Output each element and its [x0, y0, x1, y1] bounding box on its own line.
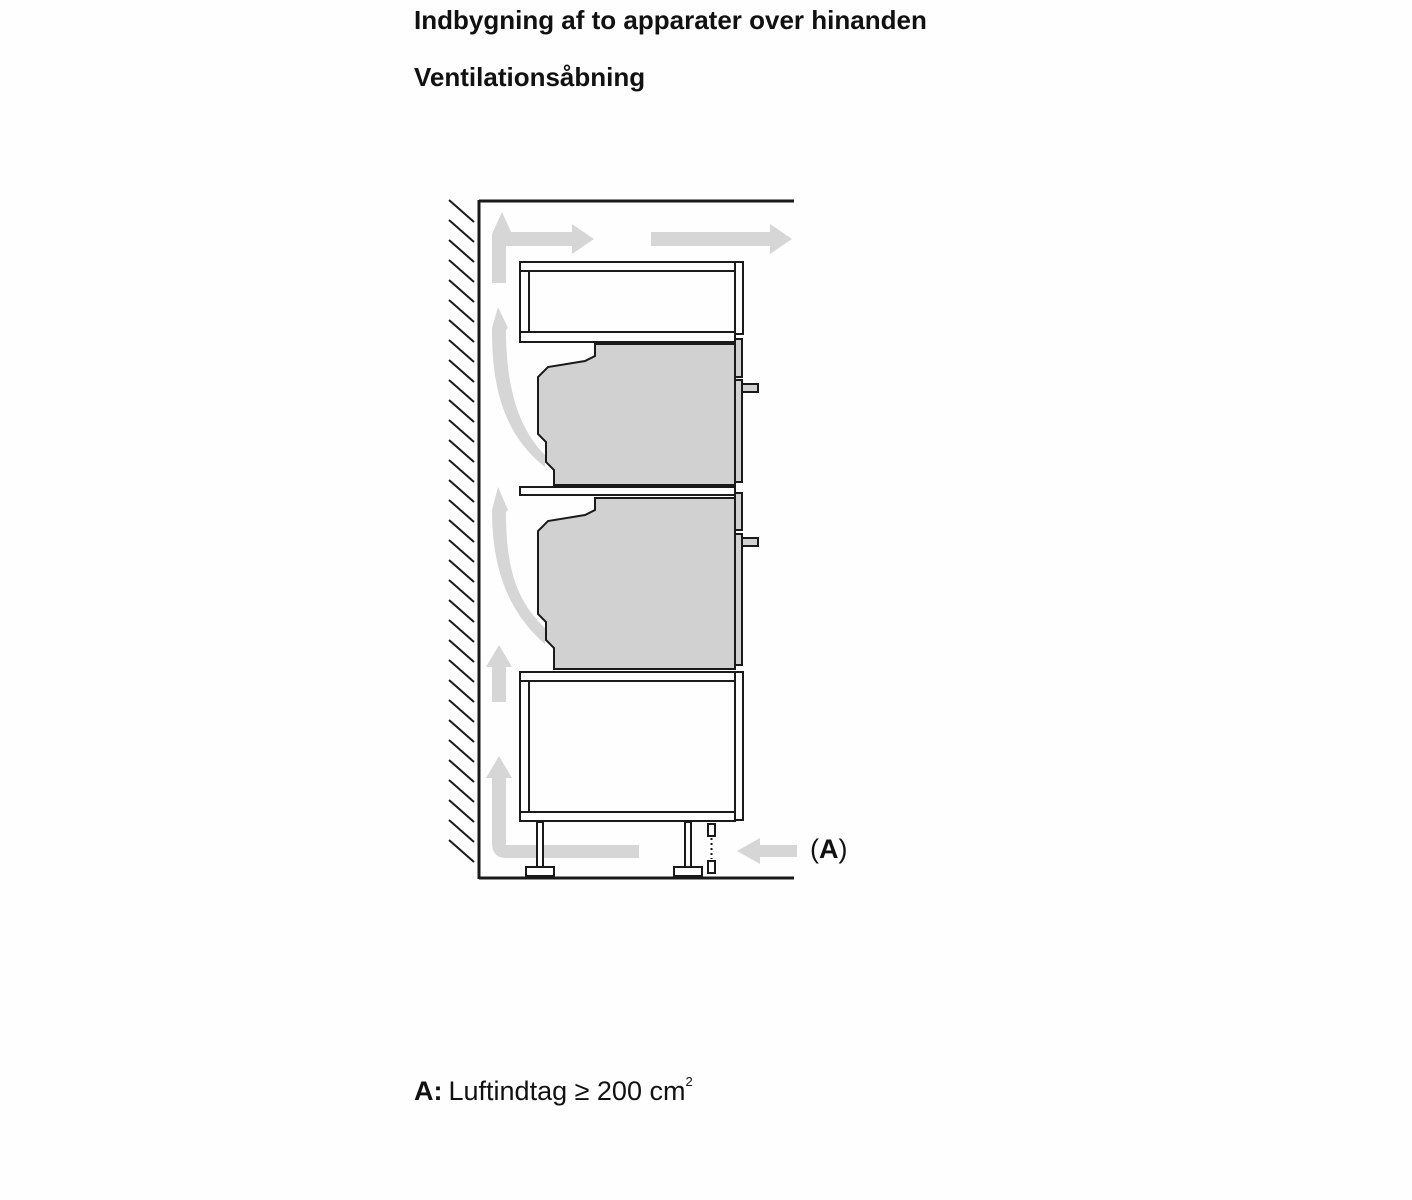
plinth-ventilation-opening	[708, 824, 715, 873]
hatch-line	[449, 400, 474, 422]
hatch-line	[449, 820, 474, 842]
hatch-line	[449, 420, 474, 442]
hatch-line	[449, 640, 474, 662]
hatch-line	[449, 540, 474, 562]
legend	[414, 1074, 693, 1107]
hatch-line	[449, 440, 474, 462]
hatch-line	[449, 220, 474, 242]
hatch-line	[449, 500, 474, 522]
hatch-line	[449, 320, 474, 342]
adjustable-foot-icon	[674, 822, 702, 876]
hatch-line	[449, 560, 474, 582]
hatch-line	[449, 480, 474, 502]
hatch-line	[449, 580, 474, 602]
airflow-arrow-icon	[651, 224, 792, 254]
hatch-line	[449, 840, 474, 862]
hatch-line	[449, 760, 474, 782]
airflow-arrow-icon	[492, 212, 594, 283]
lower-cabinet	[520, 672, 743, 821]
wall-hatch-icon	[449, 200, 474, 862]
upper-oven-icon	[538, 339, 758, 485]
legend-text: Luftindtag ≥ 200 cm	[448, 1076, 686, 1106]
airflow-arrow-icon	[486, 756, 639, 858]
hatch-line	[449, 660, 474, 682]
airflow-arrow-icon	[486, 645, 512, 702]
lower-oven-icon	[538, 493, 758, 669]
hatch-line	[449, 300, 474, 322]
hatch-line	[449, 380, 474, 402]
hatch-line	[449, 260, 474, 282]
hatch-line	[449, 600, 474, 622]
hatch-line	[449, 280, 474, 302]
hatch-line	[449, 720, 474, 742]
hatch-line	[449, 620, 474, 642]
page-subtitle: Ventilationsåbning	[414, 62, 646, 92]
legend-superscript: 2	[685, 1074, 693, 1089]
callout-label	[810, 834, 848, 864]
hatch-line	[449, 240, 474, 262]
upper-cabinet	[520, 262, 743, 342]
callout-letter: A	[819, 834, 839, 864]
hatch-line	[449, 360, 474, 382]
hatch-line	[449, 200, 474, 222]
callout-open: (	[810, 834, 819, 864]
airflow-arrow-icon	[737, 838, 797, 864]
hatch-line	[449, 780, 474, 802]
hatch-line	[449, 460, 474, 482]
hatch-line	[449, 680, 474, 702]
middle-shelf	[520, 487, 735, 495]
callout-close: )	[838, 834, 848, 864]
hatch-line	[449, 340, 474, 362]
legend-key: A:	[414, 1076, 443, 1106]
hatch-line	[449, 520, 474, 542]
page-title: Indbygning af to apparater over hinanden	[414, 5, 927, 35]
hatch-line	[449, 700, 474, 722]
hatch-line	[449, 740, 474, 762]
hatch-line	[449, 800, 474, 822]
